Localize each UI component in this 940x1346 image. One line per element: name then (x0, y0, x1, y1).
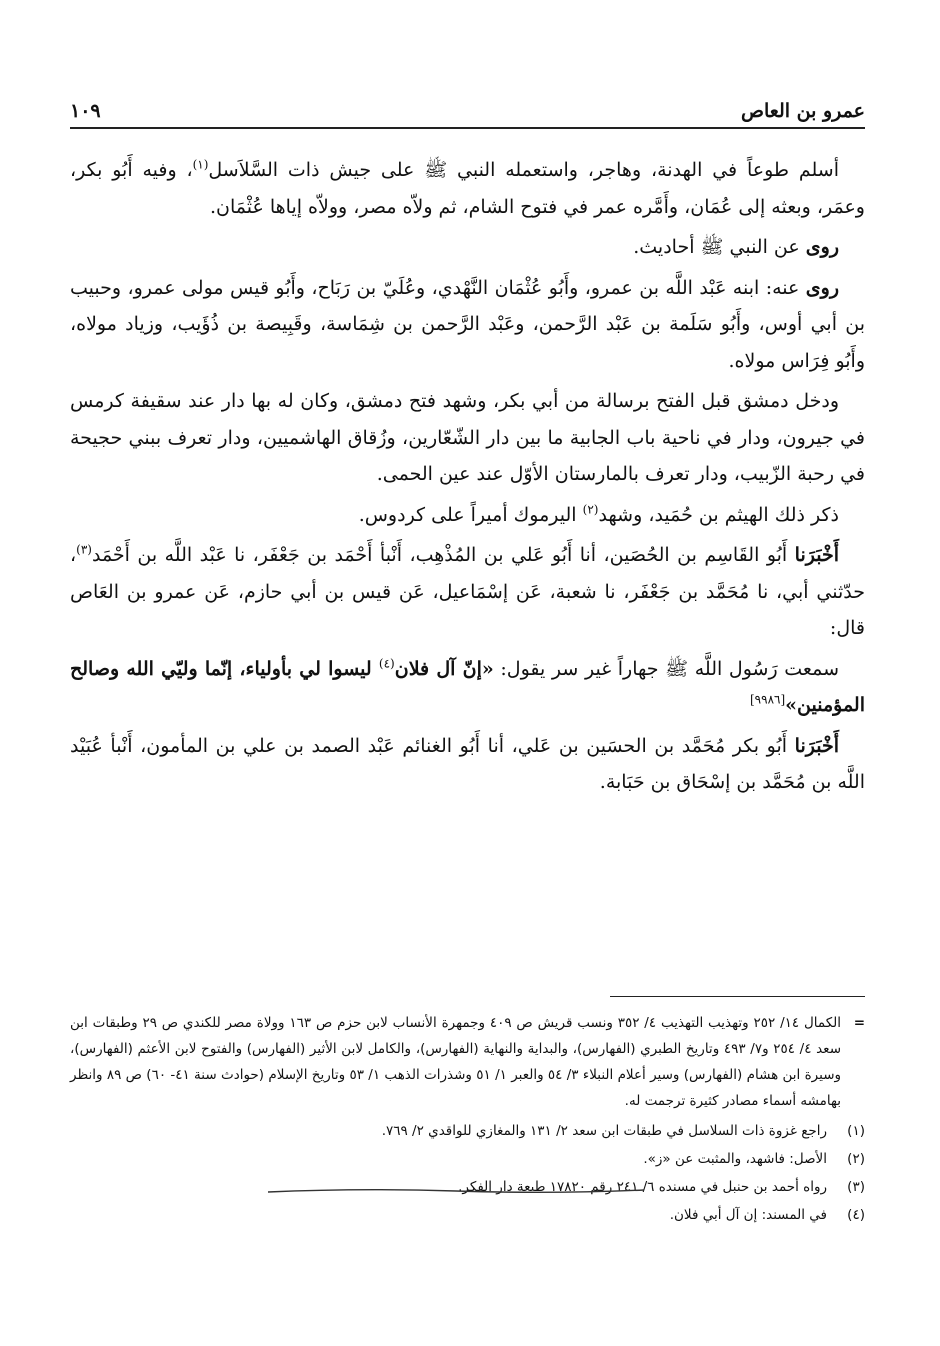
handwritten-underline (266, 1186, 646, 1196)
footnote-continuation (70, 1010, 865, 1114)
footnote-text: رواه أحمد بن حنبل في مسنده ٦/ ٢٤١ رقم ١٧٨٢٠ طبعة دار الفكر. (458, 1179, 827, 1195)
paragraph-8-lead: أَخْبَرَنا (794, 734, 839, 757)
header-rule (70, 127, 865, 129)
footnotes (70, 1010, 865, 1230)
paragraph-3-text: عنه: ابنه عَبْد اللَّه بن عمرو، وأَبُو عُثْمَان النَّهْدي، وعُلَيّ بن رَبَاح، وأَبُو قيس مولى عمرو، وحبيب بن أبي أوس، وأَبُو سَلَمة بن عَبْد الرَّحمن، وعَبْد الرَّحمن بن شِمَاسة، وقَبِيصة بن ذُؤَيب، وزياد مولاه، وأَبُو فِرَاس مولاه. (70, 276, 865, 372)
footnote-separator (610, 996, 865, 997)
footnote-2 (70, 1146, 865, 1172)
main-text (70, 152, 865, 805)
paragraph-7-text: سمعت رَسُول اللَّه ﷺ جهاراً غير سر يقول: (493, 657, 840, 680)
continuation-mark: = (853, 1015, 865, 1031)
paragraph-7 (70, 651, 865, 724)
footnote-text: في المسند: إن آل أبي فلان. (669, 1207, 827, 1223)
paragraph-2 (70, 229, 865, 266)
paragraph-8 (70, 728, 865, 801)
footnote-4 (70, 1202, 865, 1228)
paragraph-3-lead: روى (805, 276, 839, 299)
paragraph-1 (70, 152, 865, 225)
paragraph-5-tail: اليرموك أميراً على كردوس. (358, 503, 583, 526)
running-header (70, 88, 865, 122)
paragraph-6-lead: أَخْبَرَنا (794, 544, 839, 566)
footnote-text: الأصل: فاشهد، والمثبت عن «ز». (643, 1151, 827, 1167)
footnote-number: (١) (847, 1123, 865, 1139)
footnote-number: (٣) (847, 1179, 865, 1195)
footnote-ref-3[interactable]: (٣) (76, 542, 92, 557)
continuation-text: الكمال ١٤/ ٢٥٢ وتهذيب التهذيب ٤/ ٣٥٢ ونسب قريش ص ٤٠٩ وجمهرة الأنساب لابن حزم ص ١٦٣ وولاة مصر للكندي ص ٢٩ وطبقات ابن سعد ٤/ ٢٥٤ و٧/ ٤٩٣ وتاريخ الطبري (الفهارس)، والبداية والنهاية (الفهارس)، والكامل لابن الأثير (الفهارس) والفتوح لابن الأعثم (الفهارس)، وسيرة ابن هشام (الفهارس) وسير أعلام النبلاء ٣/ ٥٤ والعبر ١/ ٥١ وشذرات الذهب ١/ ٥٣ وتاريخ الإسلام (حوادث سنة ٤١- ٦٠) ص ٨٩ وانظر بهامشه أسماء مصادر كثيرة ترجمت له. (70, 1015, 842, 1109)
footnote-text: راجع غزوة ذات السلاسل في طبقات ابن سعد ٢/ ١٣١ والمغازي للواقدي ٢/ ٧٦٩. (381, 1123, 827, 1139)
hadith-quote-tail: ليسوا لي بأولياء، إنّما وليّي الله وصالح المؤمنين» (70, 657, 865, 716)
paragraph-6-tail: ، حدّثني أبي، نا مُحَمَّد بن جَعْفَر، نا شعبة، عَن إسْمَاعيل، عَن قيس بن أبي حازم، عَن عمرو بن العَاص قال: (70, 544, 865, 639)
footnote-number: (٤) (847, 1207, 865, 1223)
paragraph-2-text: عن النبي ﷺ أحاديث. (633, 236, 806, 258)
page-number: ١٠٩ (70, 100, 101, 122)
footnote-ref-1[interactable]: (١) (192, 157, 209, 172)
book-page (70, 0, 865, 1346)
paragraph-2-lead: روى (805, 236, 839, 258)
footnote-ref-2[interactable]: (٢) (582, 502, 599, 517)
paragraph-5 (70, 497, 865, 534)
paragraph-4-text: ودخل دمشق قبل الفتح برسالة من أبي بكر، وشهد فتح دمشق، وكان له بها دار عند سقيفة كرمس في جيرون، ودار في ناحية باب الجابية ما بين دار الشّعّارين، وزُقاق الهاشميين، ودار تعرف ببني حجيحة في رحبة الزّبيب، ودار تعرف بالمارستان الأوّل عند عين الحمى. (70, 390, 865, 485)
paragraph-6-text: أَبُو القَاسِم بن الحُصَين، أنا أَبُو عَلي بن المُذْهِب، أَنْبأ أَحْمَد بن جَعْفَر، نا عَبْد اللَّه بن أَحْمَد (91, 544, 795, 566)
paragraph-1-text: أسلم طوعاً في الهدنة، وهاجر، واستعمله النبي ﷺ على جيش ذات السَّلاَسل (208, 159, 839, 181)
paragraph-8-text: أَبُو بكر مُحَمَّد بن الحسَين بن عَلي، أنا أَبُو الغنائم عَبْد الصمد بن علي بن المأمون، أَنْبأ عُبَيْد اللَّه بن مُحَمَّد بن إسْحَاق بن حَبَابة. (70, 734, 865, 793)
footnote-1 (70, 1118, 865, 1144)
paragraph-3 (70, 270, 865, 380)
footnote-ref-4[interactable]: (٤) (378, 656, 395, 671)
footnote-number: (٢) (847, 1151, 865, 1167)
paragraph-1-tail: ، وفيه أَبُو بكر، وعمَر، وبعثه إلى عُمَان، وأَمَّره عمر في فتوح الشام، ثم ولاّه مصر، وولاّه إياها عُثْمَان. (70, 159, 865, 218)
hadith-number: [٩٩٨٦] (749, 692, 786, 707)
paragraph-5-text: ذكر ذلك الهيثم بن حُمَيد، وشهد (598, 503, 839, 526)
paragraph-6 (70, 537, 865, 647)
hadith-quote: «إنّ آل فلان (394, 657, 494, 680)
header-title: عمرو بن العاص (741, 100, 865, 122)
paragraph-4 (70, 383, 865, 493)
